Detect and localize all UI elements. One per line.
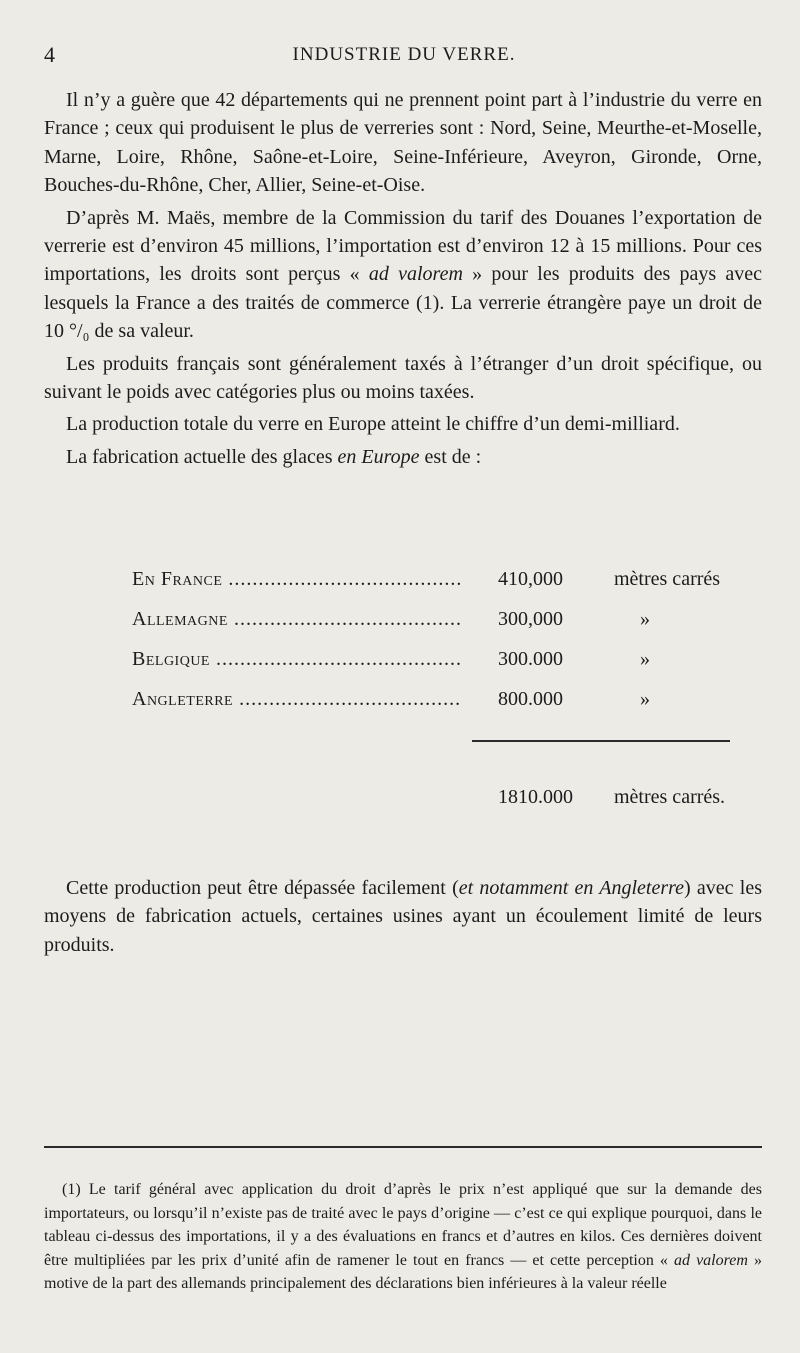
total-quantity: 1810.000 [498, 786, 573, 808]
footnote-text [44, 1178, 762, 1296]
ditto-mark: » [640, 608, 650, 630]
trade-text-end: » pour les produits des pays avec lesquels la France a des traités de commerce (1). La verrerie étrangère paye un droit de 10 °/₀ de sa valeur. [44, 263, 763, 343]
trade-text-start: D’après M. Maës, membre de la Commission du tarif des Douanes l’exportation de verrerie est d’environ 45 millions, l’importation est d’environ 12 à 15 millions. Pour ces importations, les droits sont perçus « [44, 206, 762, 286]
paragraph-departments: Il n’y a guère que 42 départements qui ne prennent point part à l’industrie du verre en France ; ceux qui produisent le plus de verreries sont : Nord, Seine, Meurthe-et-Moselle, Marne, Loire, Rhône, Saône-et-Loire, Seine-Inférieure, Aveyron, Gironde, Orne, Bouches-du-Rhône, Cher, Allier, Seine-et-Oise. [44, 89, 762, 197]
conclusion-italic: et notamment en Angleterre [458, 877, 685, 899]
country-name: En France ..... [132, 568, 462, 591]
paragraph-glass-intro [44, 443, 762, 471]
footnote-italic: ad valorem [674, 1251, 748, 1269]
country-name: Belgique ..... [132, 648, 462, 671]
table-row [132, 688, 732, 728]
running-title: INDUSTRIE DU VERRE. [292, 44, 516, 65]
sum-rule [472, 740, 730, 742]
total-unit: mètres carrés. [614, 786, 726, 808]
total-row [132, 786, 732, 826]
table-row [132, 648, 732, 688]
glass-intro-start: La fabrication actuelle des glaces [66, 445, 338, 468]
footnote-start: (1) Le tarif général avec application du droit d’après le prix n’est appliqué que sur la demande des importateurs, ou lorsqu’il n’existe pas de traité avec le pays d’origine — c’est ce qui explique pourquoi, dans le tableau ci-dessus des importations, il y a des évaluations en francs et d’autres en kilos. Ces dernières doivent être multipliées par les prix d’unité afin de ramener le tout en francs — et cette perception « [44, 1181, 762, 1269]
table-row [132, 568, 732, 608]
country-name: Allemagne ..... [132, 608, 462, 631]
conclusion-start: Cette production peut être dépassée facilement ( [66, 877, 459, 899]
glass-production-table [132, 568, 732, 808]
ditto-mark: » [640, 688, 650, 710]
conclusion-end: ) avec les moyens de fabrication actuels, certaines usines ayant un écoulement limité de leurs produits. [44, 877, 763, 956]
country-name: Angleterre ..... [132, 688, 462, 711]
body-text [44, 86, 762, 475]
glass-intro-end: est de : [419, 445, 482, 468]
table-row [132, 608, 732, 648]
footnote-end: » motive de la part des allemands principalement des déclarations bien inférieures à la valeur réelle [44, 1251, 762, 1293]
quantity: 300,000 [498, 608, 563, 630]
glass-intro-italic: en Europe [337, 445, 420, 468]
trade-latin-term: ad valorem [368, 263, 463, 286]
footnote [44, 1178, 762, 1296]
quantity: 300.000 [498, 648, 563, 670]
page-number: 4 [44, 42, 55, 67]
footnote-divider [44, 1146, 762, 1148]
quantity: 410,000 [498, 568, 563, 590]
paragraph-production: La production totale du verre en Europe atteint le chiffre d’un demi-milliard. [66, 413, 680, 436]
paragraph-tariffs: Les produits français sont généralement taxés à l’étranger d’un droit spécifique, ou suivant le poids avec catégories plus ou moins taxées. [44, 352, 762, 404]
paragraph-trade [44, 204, 762, 346]
page-header [44, 42, 764, 72]
quantity: 800.000 [498, 688, 563, 710]
paragraph-conclusion [44, 874, 762, 959]
unit: mètres carrés [614, 568, 721, 590]
ditto-mark: » [640, 648, 650, 670]
conclusion-text [44, 874, 762, 959]
